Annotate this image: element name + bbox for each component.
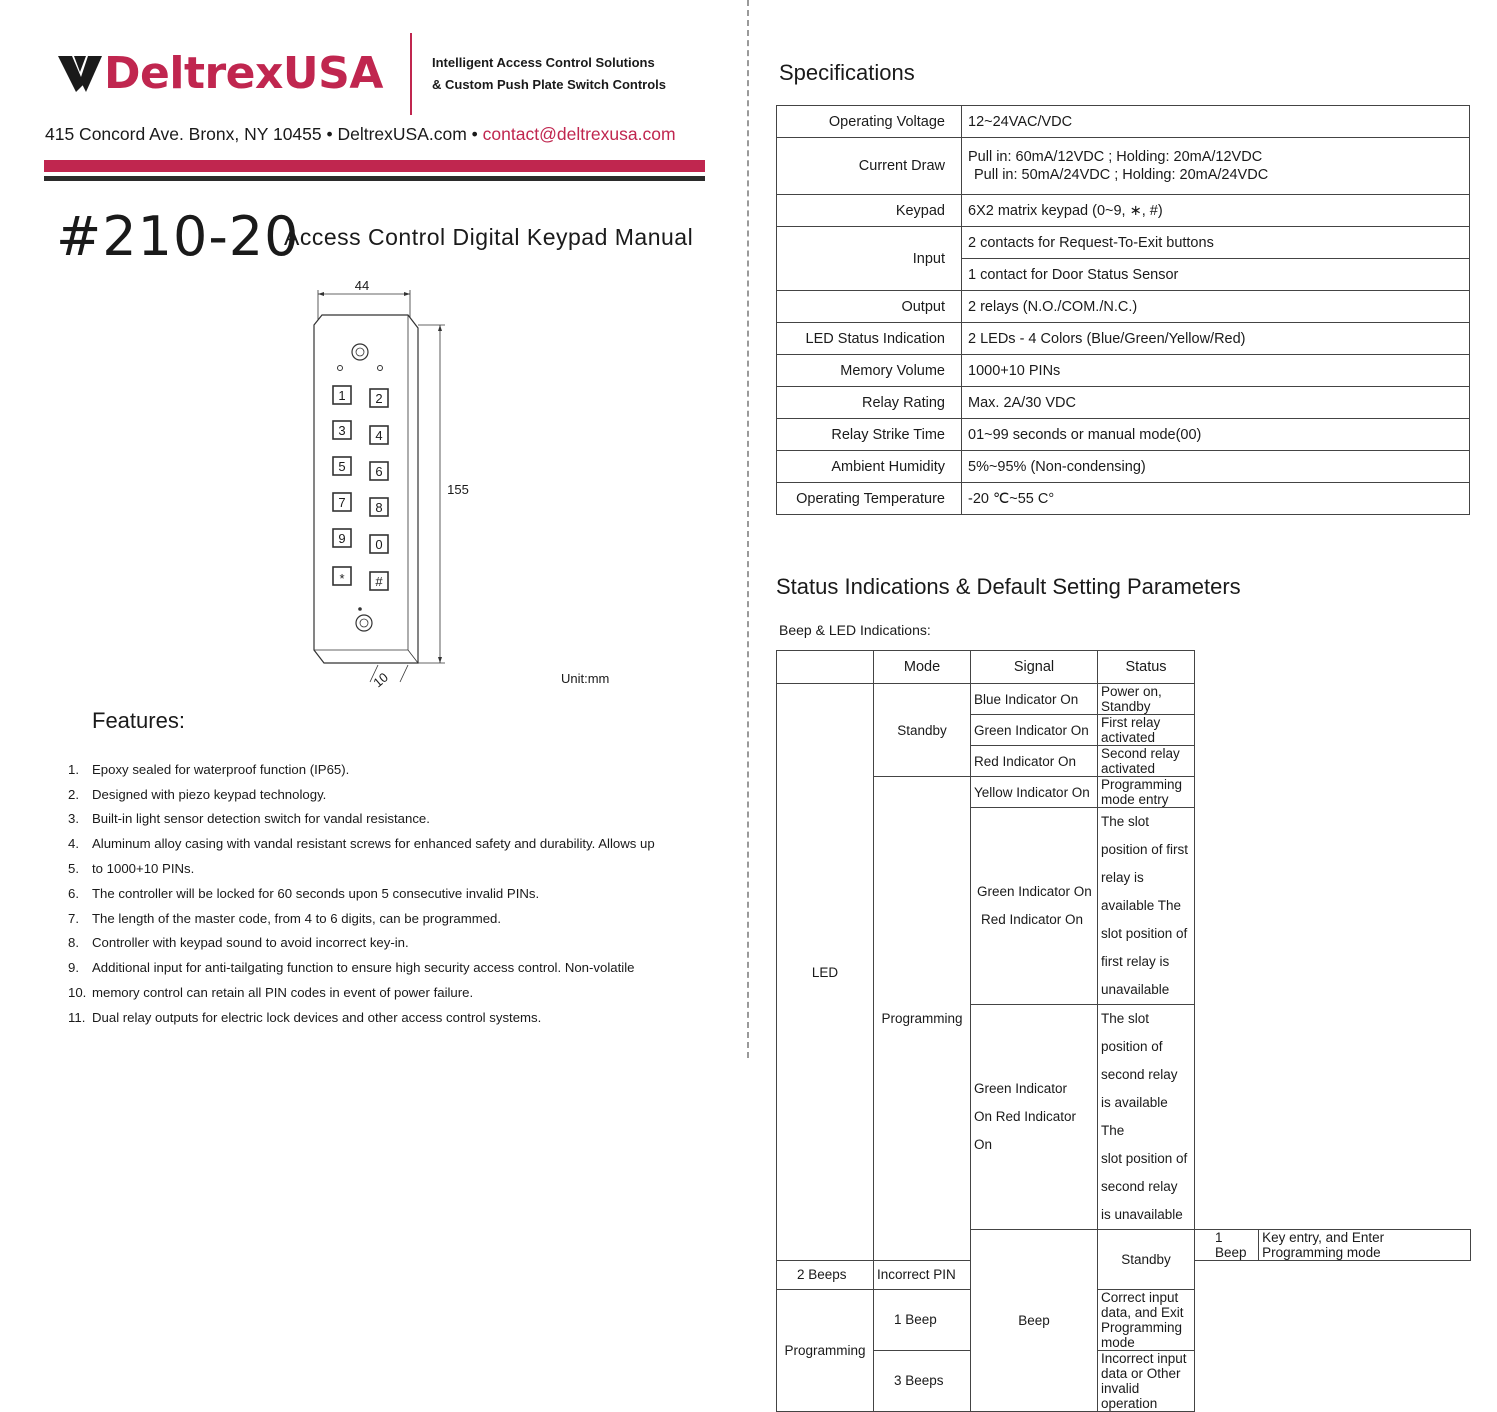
status-cell: Key entry, and Enter Programming mode [1259, 1230, 1471, 1261]
unit-label: Unit:mm [561, 671, 610, 686]
spec-value: 12~24VAC/VDC [962, 106, 1470, 138]
spec-value: Max. 2A/30 VDC [962, 387, 1470, 419]
status-line: The slot position of second relay is available The [1101, 1011, 1178, 1138]
key-2: 2 [375, 391, 383, 406]
item-number: 10. [68, 985, 87, 1001]
tagline-line-2: & Custom Push Plate Switch Controls [432, 77, 667, 92]
key-1: 1 [338, 388, 346, 403]
status-title: Status Indications & Default Setting Parameters [776, 574, 1241, 599]
spec-label: Ambient Humidity [777, 451, 962, 483]
spec-label: Keypad [777, 195, 962, 227]
fold-line [747, 0, 749, 1058]
spec-label: Memory Volume [777, 355, 962, 387]
height-dimension: 155 [447, 482, 469, 497]
item-text: to 1000+10 PINs. [92, 861, 195, 877]
spec-label: Operating Voltage [777, 106, 962, 138]
item-text: Designed with piezo keypad technology. [92, 786, 327, 802]
key-3: 3 [338, 423, 346, 438]
item-text: Controller with keypad sound to avoid incorrect key-in. [92, 935, 409, 951]
keypad-drawing [300, 270, 490, 690]
table-row [777, 1289, 1471, 1350]
item-number: 5. [68, 861, 79, 877]
table-header-row [777, 651, 1471, 684]
spec-label: LED Status Indication [777, 323, 962, 355]
signal-cell: Green Indicator On [971, 715, 1098, 746]
spec-label: Relay Strike Time [777, 419, 962, 451]
list-item [68, 955, 708, 980]
status-cell [1098, 808, 1195, 1005]
spec-value-line: Pull in: 50mA/24VDC ; Holding: 20mA/24VDC [974, 167, 1269, 183]
item-number: 6. [68, 885, 79, 901]
spec-value: 2 contacts for Request-To-Exit buttons [962, 227, 1470, 259]
item-text: Dual relay outputs for electric lock devices and other access control systems. [92, 1009, 542, 1025]
signal-cell [971, 808, 1098, 1005]
table-row [777, 291, 1470, 323]
key-7: 7 [338, 495, 346, 510]
mode-cell: Programming [874, 777, 971, 1261]
item-number: 11. [68, 1009, 86, 1025]
key-4: 4 [375, 428, 383, 443]
depth-dimension: 10 [370, 669, 392, 690]
item-number: 1. [68, 761, 79, 777]
table-row [777, 419, 1470, 451]
status-cell: Incorrect PIN [874, 1261, 971, 1290]
status-cell: Second relay activated [1098, 746, 1195, 777]
item-number: 9. [68, 960, 79, 976]
logo-mark-icon [58, 54, 102, 94]
model-number: #210-20 [56, 205, 300, 268]
signal-cell: Red Indicator On [971, 746, 1098, 777]
key-hash: # [375, 574, 383, 589]
list-item [68, 757, 708, 782]
tagline [432, 52, 666, 96]
key-6: 6 [375, 464, 383, 479]
item-text: The controller will be locked for 60 seconds upon 5 consecutive invalid PINs. [92, 885, 540, 901]
table-row [777, 106, 1470, 138]
status-cell: Programming mode entry [1098, 777, 1195, 808]
address [45, 124, 676, 145]
signal-cell [971, 1005, 1098, 1230]
spec-value: 2 relays (N.O./COM./N.C.) [962, 291, 1470, 323]
status-cell: First relay activated [1098, 715, 1195, 746]
spec-value: 01~99 seconds or manual mode(00) [962, 419, 1470, 451]
column-header: Mode [874, 651, 971, 684]
specifications-table [776, 105, 1470, 515]
mode-cell: Standby [1098, 1230, 1195, 1290]
mode-cell: Standby [874, 684, 971, 777]
list-item [68, 831, 708, 856]
mode-cell: Programming [777, 1289, 874, 1411]
spec-value: -20 ℃~55 C° [962, 483, 1470, 515]
status-table [776, 650, 1471, 1412]
category-led: LED [777, 684, 874, 1261]
signal-line: Green Indicator On [977, 884, 1092, 899]
signal-cell: 1 Beep [1195, 1230, 1259, 1261]
list-item [68, 931, 708, 956]
logo [58, 48, 383, 100]
table-row [777, 483, 1470, 515]
spec-label: Output [777, 291, 962, 323]
keypad-body [314, 315, 418, 663]
signal-cell: 2 Beeps [777, 1261, 874, 1290]
table-row [777, 323, 1470, 355]
list-item [68, 1005, 708, 1030]
specifications-title: Specifications [779, 60, 915, 85]
list-item [68, 881, 708, 906]
spec-value: 1000+10 PINs [962, 355, 1470, 387]
item-text: Built-in light sensor detection switch for vandal resistance. [92, 811, 430, 827]
key-5: 5 [338, 459, 346, 474]
logo-divider [410, 33, 412, 115]
manual-title: Access Control Digital Keypad Manual [284, 224, 694, 250]
item-text: memory control can retain all PIN codes in event of power failure. [92, 985, 474, 1001]
spec-label: Relay Rating [777, 387, 962, 419]
table-row [777, 777, 1471, 808]
column-header: Status [1098, 651, 1195, 684]
table-row [777, 355, 1470, 387]
spec-value [962, 138, 1470, 195]
spec-label: Input [777, 227, 962, 291]
spec-value-line: Pull in: 60mA/12VDC ; Holding: 20mA/12VDC [968, 149, 1263, 165]
features-list [68, 757, 708, 1030]
status-cell [1098, 1005, 1195, 1230]
header-bar-red [44, 160, 705, 172]
item-text: Aluminum alloy casing with vandal resistant screws for enhanced safety and durability. Allows up [92, 836, 655, 852]
address-text: 415 Concord Ave. Bronx, NY 10455 • DeltrexUSA.com • [45, 124, 483, 144]
key-star: * [339, 571, 345, 586]
brand-name: DeltrexUSA [104, 48, 383, 99]
key-9: 9 [338, 531, 346, 546]
table-row [777, 684, 1471, 715]
table-row [777, 451, 1470, 483]
table-row [777, 387, 1470, 419]
key-0: 0 [375, 537, 383, 552]
status-cell: Incorrect input data or Other invalid operation [1098, 1350, 1195, 1411]
column-header: Signal [971, 651, 1098, 684]
spec-value: 5%~95% (Non-condensing) [962, 451, 1470, 483]
item-text: The length of the master code, from 4 to 6 digits, can be programmed. [92, 910, 502, 926]
spec-label: Operating Temperature [777, 483, 962, 515]
spec-label: Current Draw [777, 138, 962, 195]
spec-value: 1 contact for Door Status Sensor [962, 259, 1470, 291]
list-item [68, 980, 708, 1005]
table-row [777, 227, 1470, 259]
column-header [777, 651, 874, 684]
email-link[interactable]: contact@deltrexusa.com [482, 124, 676, 144]
header-bar-dark [44, 176, 705, 181]
item-number: 2. [68, 786, 79, 802]
status-line: The slot position of first relay is available The [1101, 814, 1189, 913]
signal-cell: 1 Beep [874, 1289, 971, 1350]
list-item [68, 856, 708, 881]
key-8: 8 [375, 500, 383, 515]
spec-value: 6X2 matrix keypad (0~9, ∗, #) [962, 195, 1470, 227]
category-beep: Beep [971, 1230, 1098, 1412]
list-item [68, 782, 708, 807]
signal-line: Red Indicator On [981, 912, 1084, 927]
status-cell: Power on, Standby [1098, 684, 1195, 715]
item-number: 4. [68, 836, 79, 852]
item-number: 8. [68, 935, 79, 951]
signal-line: On Red Indicator On [974, 1109, 1077, 1152]
table-row [777, 1350, 1471, 1411]
item-text: Additional input for anti-tailgating function to ensure high security access control. Non-volatile [92, 960, 635, 976]
tagline-line-1: Intelligent Access Control Solutions [432, 55, 655, 70]
list-item [68, 906, 708, 931]
features-title: Features: [92, 708, 185, 733]
signal-line: Green Indicator [974, 1081, 1068, 1096]
signal-cell: Blue Indicator On [971, 684, 1098, 715]
signal-cell: 3 Beeps [874, 1350, 971, 1411]
list-item [68, 807, 708, 832]
item-number: 7. [68, 910, 79, 926]
status-cell: Correct input data, and Exit Programming mode [1098, 1289, 1195, 1350]
status-subtitle: Beep & LED Indications: [779, 622, 931, 638]
item-text: Epoxy sealed for waterproof function (IP65). [92, 761, 350, 777]
table-row [777, 138, 1470, 195]
width-dimension: 44 [354, 278, 370, 293]
status-line: slot position of first relay is unavailable [1101, 926, 1188, 997]
signal-cell: Yellow Indicator On [971, 777, 1098, 808]
item-number: 3. [68, 811, 79, 827]
status-line: slot position of second relay is unavailable [1101, 1151, 1188, 1222]
spec-value: 2 LEDs - 4 Colors (Blue/Green/Yellow/Red) [962, 323, 1470, 355]
table-row [777, 195, 1470, 227]
